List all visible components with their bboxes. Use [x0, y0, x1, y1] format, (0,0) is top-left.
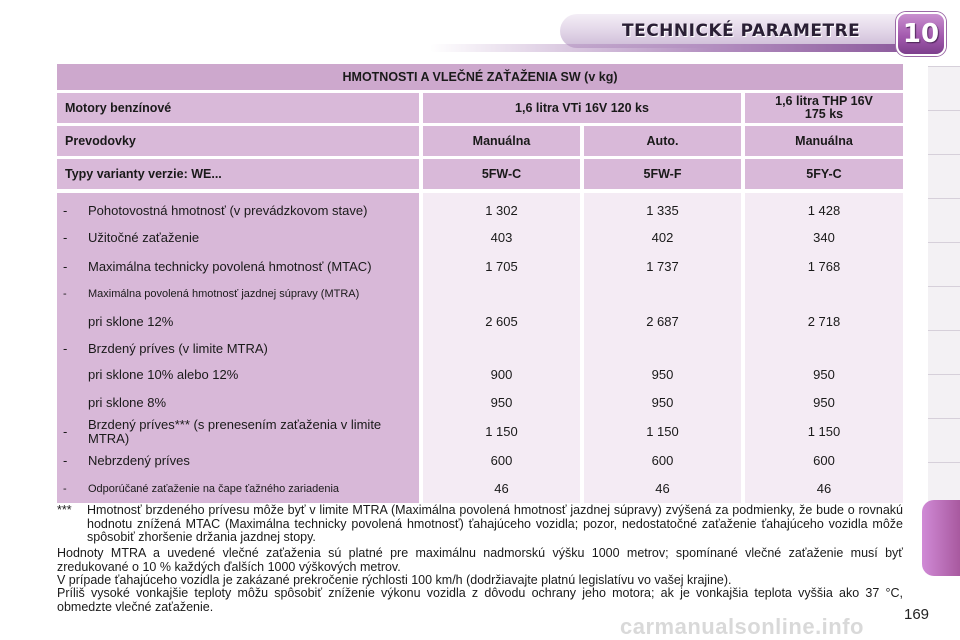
- row-label: [57, 251, 419, 282]
- side-tab[interactable]: [928, 330, 960, 375]
- table-cell: [584, 337, 741, 361]
- table-cell: 403: [490, 229, 513, 245]
- variant-1: 5FW-C: [419, 156, 580, 189]
- table-cell: 950: [651, 394, 674, 410]
- table-cell: 1 737: [646, 258, 679, 274]
- table-cell: 950: [490, 394, 513, 410]
- values-column-3: [741, 189, 903, 503]
- watermark: carmanualsonline.info: [620, 614, 864, 639]
- row-label-text: Brzdený príves (v limite MTRA): [88, 341, 268, 356]
- row-label-text: Odporúčané zaťaženie na čape ťažného zariadenia: [88, 482, 340, 495]
- side-tab[interactable]: [928, 198, 960, 243]
- row-dash: -: [63, 423, 68, 439]
- table-cell: 1 150: [646, 423, 679, 439]
- side-tab[interactable]: [928, 286, 960, 331]
- row-label-text: Nebrzdený príves: [88, 452, 190, 468]
- side-tab[interactable]: [928, 418, 960, 463]
- engines-label: Motory benzínové: [57, 90, 419, 123]
- gearbox-3: Manuálna: [741, 123, 903, 156]
- table-caption: HMOTNOSTI A VLEČNÉ ZAŤAŽENIA SW (v kg): [57, 64, 903, 90]
- row-label: [57, 361, 419, 389]
- row-label: [57, 337, 419, 361]
- table-cell: 2 687: [646, 313, 679, 329]
- weights-table: [57, 64, 903, 503]
- row-dash: -: [63, 288, 67, 300]
- table-cell: 950: [813, 367, 835, 382]
- row-label: [57, 224, 419, 251]
- table-cell: 1 428: [807, 202, 841, 218]
- table-cell: 1 150: [807, 423, 841, 439]
- gearbox-label: Prevodovky: [57, 123, 419, 156]
- side-tab[interactable]: [928, 154, 960, 199]
- table-cell: 2 605: [485, 313, 518, 329]
- footnote-text: Hmotnosť brzdeného prívesu môže byť v limite MTRA (Maximálna povolená hmotnosť jazdnej súpravy) zvýšená za podmienky, že bude o rovnakú hodnotu znížená MTAC (Maximálna technicky povolená hmotnosť) ťahajúceho vozidla; pozor, nedostatočné zaťaženie ťahajúceho vozidla môže spôsobiť zhoršenie držania jazdnej stopy.: [87, 503, 903, 544]
- table-cell: 1 768: [807, 258, 841, 274]
- row-label-text: Brzdený príves*** (s prenesením zaťaženia v limite MTRA): [88, 416, 382, 446]
- side-tab[interactable]: [928, 110, 960, 155]
- chapter-number-badge: 10: [896, 12, 946, 56]
- towing-paragraph-2: V prípade ťahajúceho vozidla je zakázané prekročenie rýchlosti 100 km/h (dodržiavajte platnú legislatívu vo vašej krajine).: [57, 573, 732, 587]
- side-tab[interactable]: [928, 242, 960, 287]
- table-cell: [584, 282, 741, 306]
- row-label-text: Maximálna technicky povolená hmotnosť (MTAC): [88, 258, 372, 274]
- table-cell: 2 718: [807, 313, 841, 329]
- row-dash: -: [63, 202, 68, 218]
- row-label-text: pri sklone 8%: [88, 394, 167, 410]
- table-cell: 46: [494, 480, 509, 496]
- variants-row: [57, 156, 903, 189]
- variants-label: Typy varianty verzie: WE...: [57, 156, 419, 189]
- table-cell: [745, 337, 903, 361]
- row-label-text: Maximálna povolená hmotnosť jazdnej súpravy (MTRA): [88, 288, 360, 300]
- table-caption-row: [57, 64, 903, 90]
- towing-paragraph-1: Hodnoty MTRA a uvedené vlečné zaťaženia sú platné pre maximálnu nadmorskú výšku 1000 metrov; spomínané vlečné zaťaženie musí byť zredukované o 10 % každých ďalších 1000 výškových metrov.: [57, 546, 903, 574]
- variant-2: 5FW-F: [580, 156, 741, 189]
- variant-3: 5FY-C: [741, 156, 903, 189]
- row-label: [57, 474, 419, 503]
- engine-2: [741, 90, 903, 123]
- row-dash: -: [63, 341, 68, 356]
- table-cell: 402: [651, 229, 674, 245]
- side-tab-active[interactable]: [922, 500, 960, 576]
- table-cell: 1 705: [485, 258, 518, 274]
- page-number: 169: [904, 606, 930, 623]
- row-dash: -: [63, 258, 68, 274]
- values-row: [57, 189, 903, 503]
- row-label: [57, 447, 419, 474]
- row-dash: -: [63, 452, 68, 468]
- row-label-text: Užitočné zaťaženie: [88, 229, 200, 245]
- gearbox-row: [57, 123, 903, 156]
- table-cell: 600: [651, 452, 674, 468]
- table-cell: 1 302: [485, 202, 518, 218]
- table-cell: 1 150: [485, 423, 518, 439]
- footnote: [57, 504, 903, 545]
- row-label-text: Pohotovostná hmotnosť (v prevádzkovom stave): [88, 202, 368, 218]
- row-label-text: pri sklone 12%: [88, 313, 174, 329]
- row-label-text: pri sklone 10% alebo 12%: [88, 367, 239, 382]
- engine-1: 1,6 litra VTi 16V 120 ks: [419, 90, 741, 123]
- row-label: [57, 197, 419, 224]
- values-column-1: [419, 189, 580, 503]
- table-cell: 46: [816, 480, 832, 496]
- table-cell: [423, 337, 580, 361]
- values-column-2: [580, 189, 741, 503]
- footnote-marker: ***: [57, 503, 72, 517]
- gearbox-2: Auto.: [580, 123, 741, 156]
- row-dash: -: [63, 229, 68, 245]
- table-cell: 340: [813, 229, 835, 245]
- engine-2-label: 1,6 litra THP 16V 175 ks: [775, 94, 873, 121]
- row-label: [57, 282, 419, 306]
- labels-column: [57, 189, 419, 503]
- table-cell: 950: [651, 367, 674, 382]
- table-cell: 1 335: [646, 202, 679, 218]
- towing-paragraph-3: Príliš vysoké vonkajšie teploty môžu spôsobiť zníženie výkonu vozidla z dôvodu ochrany jeho motora; ak je vonkajšia teplota vyššia ako 37 °C, obmedzte vlečné zaťaženie.: [57, 586, 903, 614]
- table-cell: 46: [655, 480, 670, 496]
- side-tab[interactable]: [928, 374, 960, 419]
- table-cell: [423, 282, 580, 306]
- engines-row: [57, 90, 903, 123]
- row-label: [57, 416, 419, 447]
- row-label: [57, 389, 419, 416]
- table-cell: 600: [490, 452, 513, 468]
- gearbox-1: Manuálna: [419, 123, 580, 156]
- table-cell: 900: [490, 367, 513, 382]
- table-cell: 600: [813, 452, 835, 468]
- row-dash: -: [63, 482, 67, 495]
- row-label: [57, 306, 419, 337]
- side-tab[interactable]: [928, 66, 960, 111]
- table-cell: [745, 282, 903, 306]
- page-title: TECHNICKÉ PARAMETRE: [622, 21, 861, 41]
- table-cell: 950: [813, 394, 835, 410]
